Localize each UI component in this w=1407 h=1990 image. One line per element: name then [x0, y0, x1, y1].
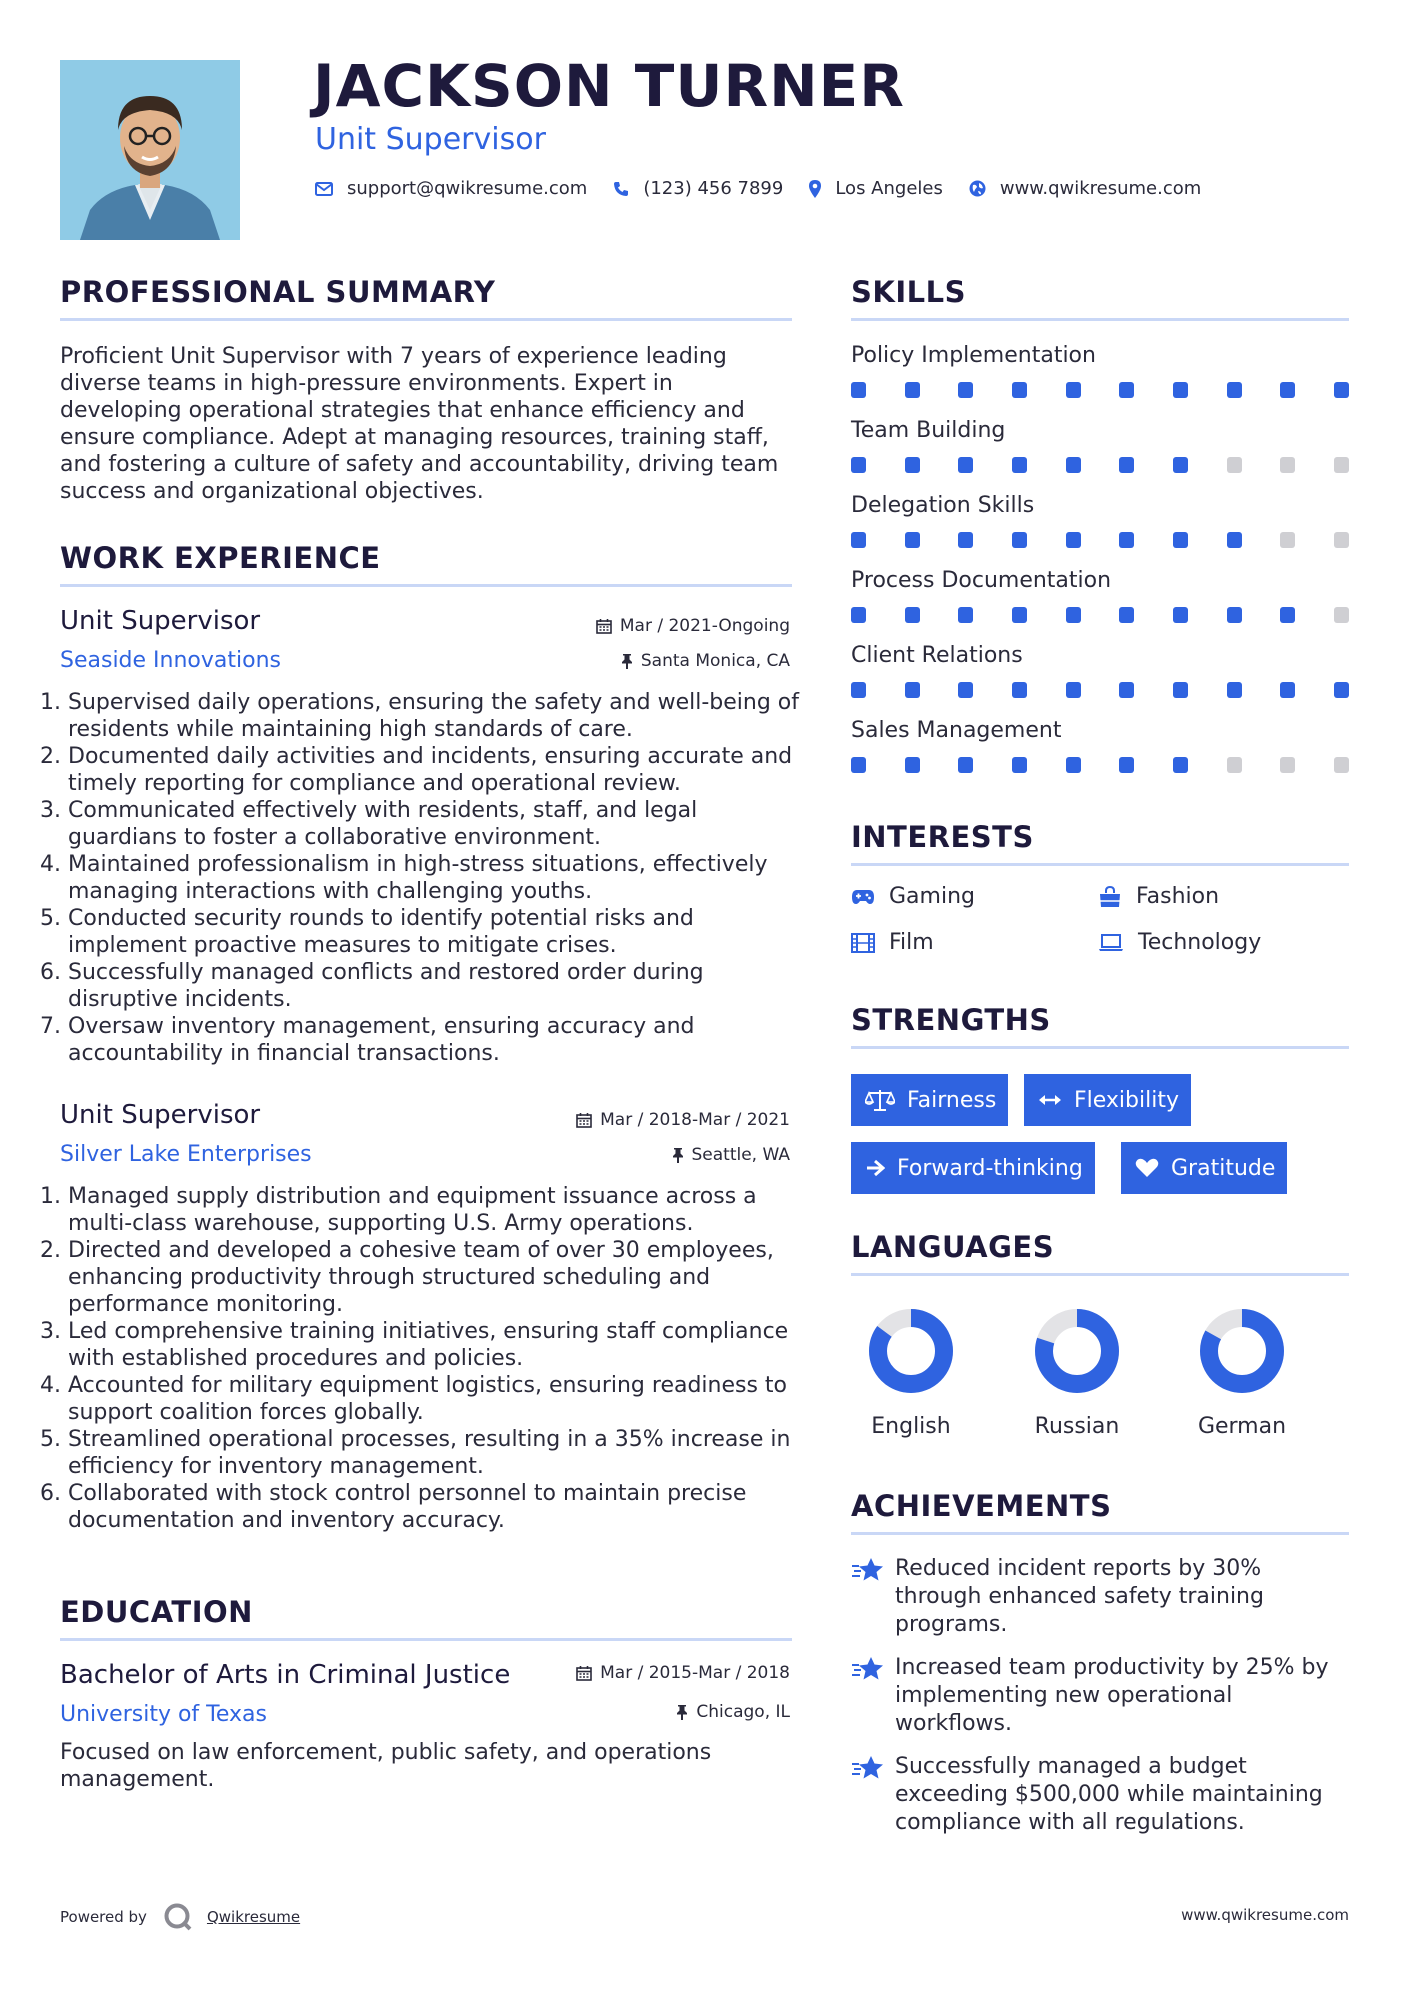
star-icon [851, 1555, 895, 1639]
list-item: 1. Supervised daily operations, ensuring the safety and well-being of residents while maintaining high standards of care. [68, 689, 802, 743]
job-location [621, 651, 790, 671]
qwikresume-logo-icon [163, 1902, 193, 1932]
skill-dot-filled [1334, 682, 1349, 698]
job-location-text: Seattle, WA [691, 1145, 790, 1165]
achievement-text: Reduced incident reports by 30% through enhanced safety training programs. [895, 1556, 1264, 1637]
qwikresume-link[interactable]: Qwikresume [206, 1908, 301, 1926]
interest-label: Fashion [1136, 884, 1220, 909]
achievement-item [851, 1654, 1351, 1738]
star-icon [851, 1753, 895, 1837]
calendar-icon [596, 618, 612, 634]
skill-dot-filled [1066, 757, 1081, 773]
skill-dot-filled [1227, 382, 1242, 398]
skill-dot-filled [958, 382, 973, 398]
calendar-icon [576, 1665, 592, 1681]
skill-dot-filled [1173, 682, 1188, 698]
pushpin-icon [672, 1147, 684, 1163]
footer-url[interactable]: www.qwikresume.com [1181, 1906, 1349, 1924]
skill-dot-filled [1012, 457, 1027, 473]
skill-dot-filled [1227, 607, 1242, 623]
email-text: support@qwikresume.com [347, 178, 588, 199]
proficiency-donut [1032, 1306, 1122, 1396]
strength-label: Gratitude [1171, 1155, 1276, 1181]
job-dates-text: Mar / 2018-Mar / 2021 [600, 1110, 790, 1130]
skill-dot-empty [1280, 757, 1295, 773]
skill-dot-filled [1173, 607, 1188, 623]
skill-dot-filled [1066, 457, 1081, 473]
achievement-text: Successfully managed a budget exceeding $500,000 while maintaining compliance with all regulations. [895, 1754, 1323, 1835]
skill-dot-filled [1012, 532, 1027, 548]
phone-icon [613, 181, 629, 197]
list-item: 2. Directed and developed a cohesive team of over 30 employees, enhancing productivity through structured scheduling and performance monitoring. [68, 1237, 802, 1318]
school-name: University of Texas [60, 1702, 267, 1727]
gamepad-icon [851, 889, 875, 905]
skill-dot-filled [958, 532, 973, 548]
contact-location [809, 178, 943, 199]
skill-dot-filled [1280, 607, 1295, 623]
contact-website[interactable] [969, 178, 1201, 199]
skill-dot-filled [958, 757, 973, 773]
list-item: 6. Successfully managed conflicts and restored order during disruptive incidents. [68, 959, 802, 1013]
skill-dot-filled [905, 532, 920, 548]
skill-dot-filled [1012, 757, 1027, 773]
contact-email[interactable] [315, 178, 587, 199]
skill-dot-filled [851, 757, 866, 773]
skill-dot-empty [1334, 757, 1349, 773]
language-name: German [1197, 1414, 1287, 1439]
list-item: 5. Streamlined operational processes, resulting in a 35% increase in efficiency for inventory management. [68, 1426, 802, 1480]
film-icon [851, 933, 875, 953]
skill-dot-filled [1119, 382, 1134, 398]
language-name: Russian [1034, 1414, 1120, 1439]
star-icon [851, 1654, 895, 1738]
skill-dot-filled [851, 532, 866, 548]
skill-rating [851, 757, 1349, 774]
job-company: Seaside Innovations [60, 648, 281, 673]
language-english [856, 1306, 966, 1439]
footer-branding [60, 1902, 300, 1932]
skill-dot-filled [1227, 532, 1242, 548]
skill-dot-filled [1280, 382, 1295, 398]
skill-dot-filled [905, 607, 920, 623]
arrow-right-icon [865, 1159, 885, 1177]
job-bullets [50, 1183, 802, 1534]
skill-rating [851, 532, 1349, 549]
skill-dot-filled [1012, 382, 1027, 398]
strength-label: Flexibility [1074, 1087, 1179, 1113]
strength-gratitude [1121, 1142, 1287, 1194]
education-location [676, 1702, 790, 1722]
skills-divider [851, 318, 1349, 321]
interest-label: Film [889, 930, 934, 955]
globe-icon [969, 180, 986, 197]
skill-dot-filled [1173, 757, 1188, 773]
skill-dot-filled [851, 682, 866, 698]
skill-name: Sales Management [851, 718, 1062, 743]
list-item: 2. Documented daily activities and incidents, ensuring accurate and timely reporting for compliance and operational review. [68, 743, 802, 797]
skill-dot-empty [1227, 457, 1242, 473]
skill-dot-filled [851, 382, 866, 398]
interests-heading: INTERESTS [851, 820, 1034, 854]
skill-rating [851, 457, 1349, 474]
skill-dot-empty [1334, 532, 1349, 548]
degree-title: Bachelor of Arts in Criminal Justice [60, 1660, 511, 1690]
skill-dot-filled [1173, 532, 1188, 548]
skill-dot-filled [1119, 757, 1134, 773]
list-item: 4. Accounted for military equipment logistics, ensuring readiness to support coalition forces globally. [68, 1372, 802, 1426]
skill-dot-filled [1012, 607, 1027, 623]
job-dates-text: Mar / 2021-Ongoing [619, 616, 790, 636]
heart-icon [1135, 1158, 1159, 1178]
skill-name: Delegation Skills [851, 493, 1035, 518]
interest-fashion [1098, 884, 1219, 909]
skill-dot-filled [1334, 382, 1349, 398]
list-item: 4. Maintained professionalism in high-stress situations, effectively managing interactions with challenging youths. [68, 851, 802, 905]
strength-forward-thinking [851, 1142, 1095, 1194]
job-company: Silver Lake Enterprises [60, 1142, 312, 1167]
interest-label: Gaming [889, 884, 975, 909]
skill-name: Policy Implementation [851, 343, 1096, 368]
phone-text: (123) 456 7899 [643, 178, 784, 199]
list-item: 6. Collaborated with stock control personnel to maintain precise documentation and inventory accuracy. [68, 1480, 802, 1534]
education-heading: EDUCATION [60, 1595, 253, 1629]
skill-dot-filled [958, 457, 973, 473]
job-location-text: Santa Monica, CA [640, 651, 790, 671]
skill-name: Team Building [851, 418, 1006, 443]
achievement-text: Increased team productivity by 25% by implementing new operational workflows. [895, 1655, 1329, 1736]
job-location [672, 1145, 791, 1165]
education-divider [60, 1638, 792, 1641]
skill-dot-empty [1280, 532, 1295, 548]
map-pin-icon [809, 180, 821, 198]
contact-phone[interactable] [613, 178, 783, 199]
list-item: 7. Oversaw inventory management, ensuring accuracy and accountability in financial transactions. [68, 1013, 802, 1067]
job-title: Unit Supervisor [60, 606, 261, 636]
strength-flexibility [1024, 1074, 1191, 1126]
job-bullets [50, 689, 802, 1067]
summary-heading: PROFESSIONAL SUMMARY [60, 275, 496, 309]
skill-dot-filled [1066, 607, 1081, 623]
laptop-icon [1098, 934, 1124, 952]
skill-name: Process Documentation [851, 568, 1112, 593]
balance-scale-icon [865, 1088, 895, 1112]
education-dates [576, 1663, 790, 1683]
skill-dot-filled [1066, 382, 1081, 398]
achievement-item [851, 1753, 1351, 1837]
skill-dot-filled [958, 682, 973, 698]
skills-heading: SKILLS [851, 275, 966, 309]
summary-divider [60, 318, 792, 321]
skill-dot-filled [1173, 457, 1188, 473]
skill-rating [851, 382, 1349, 399]
experience-heading: WORK EXPERIENCE [60, 541, 381, 575]
pushpin-icon [676, 1704, 688, 1720]
skill-dot-filled [1119, 607, 1134, 623]
education-dates-text: Mar / 2015-Mar / 2018 [600, 1663, 790, 1683]
arrows-horizontal-icon [1038, 1093, 1062, 1107]
strength-label: Fairness [907, 1087, 997, 1113]
achievements-heading: ACHIEVEMENTS [851, 1489, 1112, 1523]
skill-dot-filled [1227, 682, 1242, 698]
language-russian [1022, 1306, 1132, 1439]
language-german [1187, 1306, 1297, 1439]
interest-gaming [851, 884, 975, 909]
education-description: Focused on law enforcement, public safety, and operations management. [60, 1740, 712, 1792]
skill-dot-filled [1119, 532, 1134, 548]
skill-dot-filled [1119, 457, 1134, 473]
education-location-text: Chicago, IL [696, 1702, 790, 1722]
skill-dot-empty [1227, 757, 1242, 773]
list-item: 1. Managed supply distribution and equipment issuance across a multi-class warehouse, supporting U.S. Army operations. [68, 1183, 802, 1237]
strength-label: Forward-thinking [897, 1155, 1083, 1181]
skill-dot-filled [905, 457, 920, 473]
skill-dot-filled [905, 382, 920, 398]
strengths-heading: STRENGTHS [851, 1003, 1051, 1037]
skill-dot-empty [1334, 607, 1349, 623]
languages-divider [851, 1273, 1349, 1276]
skill-rating [851, 607, 1349, 624]
profile-photo [60, 60, 240, 240]
candidate-name: JACKSON TURNER [313, 52, 905, 120]
strengths-divider [851, 1046, 1349, 1049]
languages-heading: LANGUAGES [851, 1230, 1055, 1264]
calendar-icon [576, 1112, 592, 1128]
skill-rating [851, 682, 1349, 699]
language-name: English [871, 1414, 951, 1439]
website-text: www.qwikresume.com [999, 178, 1202, 199]
job-dates [576, 1110, 790, 1130]
shopping-bag-icon [1098, 886, 1122, 908]
contact-bar [315, 178, 1227, 199]
strength-fairness [851, 1074, 1008, 1126]
achievement-item [851, 1555, 1351, 1639]
achievements-divider [851, 1532, 1349, 1535]
skill-dot-filled [1119, 682, 1134, 698]
skill-dot-filled [905, 757, 920, 773]
pushpin-icon [621, 653, 633, 669]
skill-dot-filled [958, 607, 973, 623]
experience-divider [60, 584, 792, 587]
skill-dot-filled [1280, 682, 1295, 698]
interest-technology [1098, 930, 1261, 955]
skill-dot-filled [851, 607, 866, 623]
job-dates [596, 616, 790, 636]
skill-dot-filled [1066, 532, 1081, 548]
envelope-icon [315, 182, 333, 196]
powered-by-label: Powered by [60, 1908, 147, 1926]
job-title: Unit Supervisor [60, 1100, 261, 1130]
skill-dot-empty [1280, 457, 1295, 473]
interest-film [851, 930, 934, 955]
list-item: 3. Communicated effectively with residents, staff, and legal guardians to foster a collaborative environment. [68, 797, 802, 851]
list-item: 5. Conducted security rounds to identify potential risks and implement proactive measures to mitigate crises. [68, 905, 802, 959]
skill-dot-filled [1173, 382, 1188, 398]
list-item: 3. Led comprehensive training initiatives, ensuring staff compliance with established procedures and policies. [68, 1318, 802, 1372]
proficiency-donut [866, 1306, 956, 1396]
candidate-title: Unit Supervisor [315, 122, 546, 157]
skill-dot-empty [1334, 457, 1349, 473]
skill-dot-filled [1012, 682, 1027, 698]
skill-dot-filled [851, 457, 866, 473]
interests-divider [851, 863, 1349, 866]
skill-name: Client Relations [851, 643, 1023, 668]
interest-label: Technology [1138, 930, 1262, 955]
location-text: Los Angeles [835, 178, 943, 199]
skill-dot-filled [1066, 682, 1081, 698]
proficiency-donut [1197, 1306, 1287, 1396]
skill-dot-filled [905, 682, 920, 698]
summary-text: Proficient Unit Supervisor with 7 years of experience leading diverse teams in high-pressure environments. Expert in developing operational strategies that enhance efficiency and ensure compliance. Adept at managing resources, training staff, and fostering a culture of safety and accountability, driving team success and organizational objectives. [60, 344, 779, 504]
